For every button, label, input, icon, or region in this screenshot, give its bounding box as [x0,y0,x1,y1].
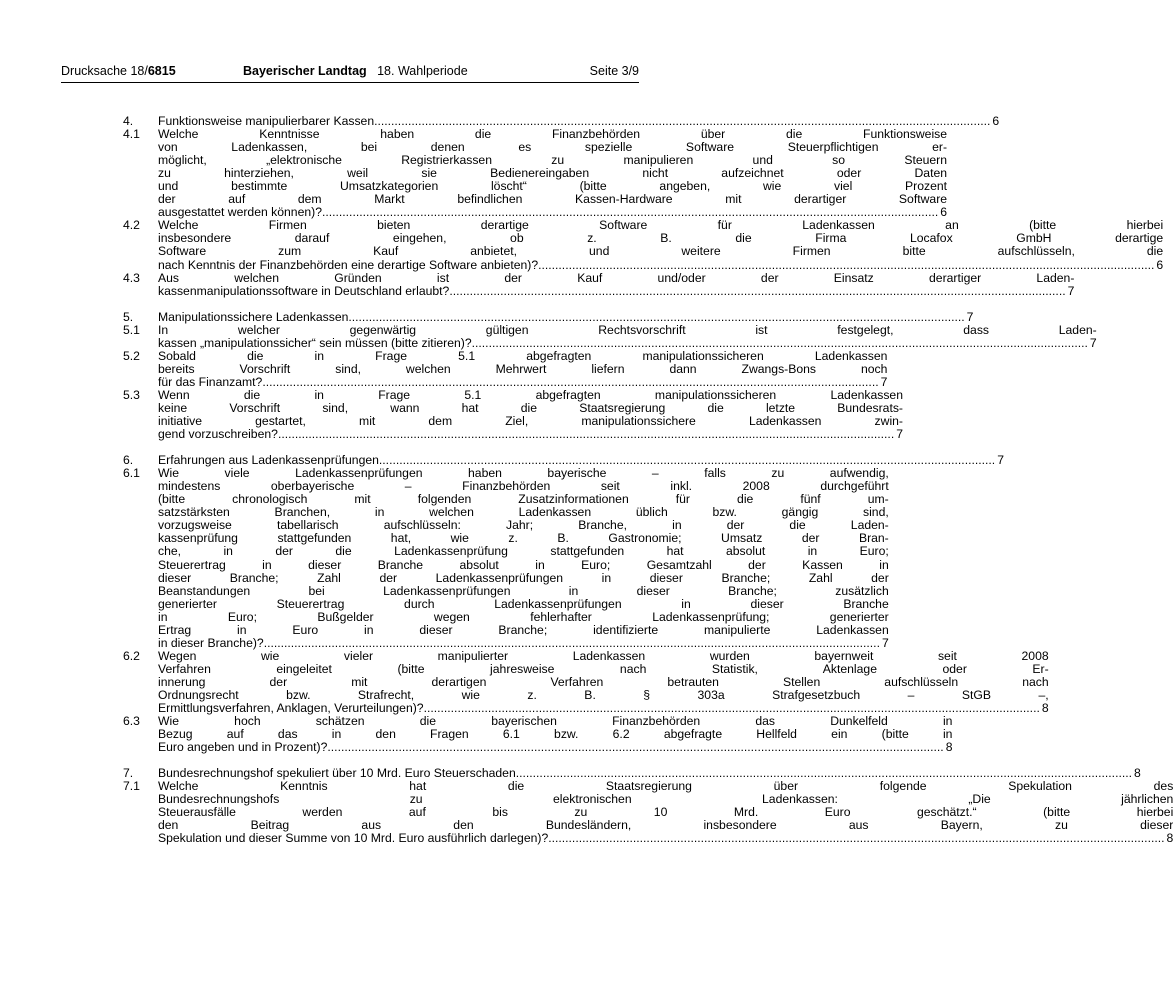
toc-entry-title: kassen „manipulationssicher“ sein müssen (bitte zitieren)? [158,335,472,350]
toc-entry-line: (bitte chronologisch mit folgenden Zusatzinformationen für die fünf um- [158,492,889,507]
toc-entry-title: gend vorzuschreiben? [158,427,278,442]
toc-entry-line: In welcher gegenwärtig gültigen Rechtsvorschrift ist festgelegt, dass Laden- [158,322,1097,337]
toc-entry-number: 6.2 [123,648,140,663]
toc-entry-line: Software zum Kauf anbietet, und weitere Firmen bitte aufschlüsseln, die [158,244,1164,259]
toc-entry-text [158,219,1163,271]
toc-entry-line: Steuerertrag in dieser Branche absolut in Euro; Gesamtzahl der Kassen in [158,557,889,572]
toc-entry-line: Wenn die in Frage 5.1 abgefragten manipulationssicheren Ladenkassen [158,387,903,402]
toc-entry-line: von Ladenkassen, bei denen es spezielle Software Steuerpflichtigen er- [158,140,948,155]
toc-entry-number: 4.2 [123,218,140,233]
toc-entry-number: 5.2 [123,348,140,363]
toc-entry [123,387,903,442]
toc-entry-line: Bundesrechnungshofs zu elektronischen Ladenkassen: „Die jährlichen [158,792,1173,807]
header-rule [61,82,639,83]
toc-entry-number: 7. [123,766,134,781]
toc-entry-final-line [158,637,889,650]
dot-leader [472,337,1088,350]
toc-entry-line: generierter Steuerertrag durch Ladenkassenprüfungen in dieser Branche [158,596,889,611]
toc-entry [123,348,888,389]
toc-entry-number: 5.3 [123,387,140,402]
dot-leader [262,376,878,389]
toc-entry-line: satzstärksten Branchen, in welchen Ladenkassen üblich bzw. gängig sind, [158,505,889,520]
toc-entry-title: nach Kenntnis der Finanzbehörden eine derartige Software anbieten)? [158,257,539,272]
toc-entry-number: 7.1 [123,779,140,794]
toc-entry-line: möglicht, „elektronische Registrierkassen zu manipulieren und so Steuern [158,153,948,168]
toc-entry-final-line [158,337,1097,350]
page-header [61,62,639,80]
dot-leader [278,428,894,441]
toc-page-number: 7 [966,309,974,324]
toc-entry-line: kassenprüfung stattgefunden hat, wie z. B. Gastronomie; Umsatz der Bran- [158,531,889,546]
toc-entry-text [158,128,947,219]
toc-page-number: 7 [1067,283,1075,298]
toc-entry-line: Wie viele Ladenkassenprüfungen haben bayerische – falls zu aufwendig, [158,466,889,481]
toc-entry-line: che, in der die Ladenkassenprüfung stattgefunden hat absolut in Euro; [158,544,889,559]
toc-entry-line: innerung der mit derartigen Verfahren betrauten Stellen aufschlüsseln nach [158,674,1049,689]
toc-entry-line: in Euro; Bußgelder wegen fehlerhafter Ladenkassenprüfung; generierter [158,609,889,624]
toc-page-number: 8 [945,740,953,755]
toc-entry-line: der auf dem Markt befindlichen Kassen-Hardware mit derartiger Software [158,192,948,207]
toc-entry [123,309,974,324]
toc-entry-text [158,389,903,441]
toc-entry [123,127,948,220]
toc-entry-title: Erfahrungen aus Ladenkassenprüfungen [158,453,379,468]
toc-entry-line: Welche Kenntnisse haben die Finanzbehörden über die Funktionsweise [158,127,948,142]
document-number: Drucksache 18/6815 [61,64,176,78]
toc-page-number: 8 [1134,766,1141,781]
toc-entry-final-line [158,376,887,389]
dot-leader [548,832,1164,845]
toc-entry-number: 5.1 [123,322,140,337]
toc-entry-line: Steuerausfälle werden auf bis zu 10 Mrd. Euro geschätzt.“ (bitte hierbei [158,805,1173,820]
toc-entry-title: Bundesrechnungshof spekuliert über 10 Mrd. Euro Steuerschaden [158,766,516,781]
toc-entry-line: keine Vorschrift sind, wann hat die Staatsregierung die letzte Bundesrats- [158,400,903,415]
toc-entry-text [158,311,973,324]
toc-entry-final-line [158,285,1074,298]
toc-entry-title: Ermittlungsverfahren, Anklagen, Verurteilungen)? [158,701,424,716]
toc-entry-line: Bezug auf das in den Fragen 6.1 bzw. 6.2 abgefragte Hellfeld ein (bitte in [158,727,953,742]
toc-entry-final-line [158,311,973,324]
dot-leader [538,259,1154,272]
toc-entry-final-line [158,741,952,754]
toc-entry-line: Aus welchen Gründen ist der Kauf und/oder der Einsatz derartiger Laden- [158,270,1075,285]
toc-entry-title: ausgestattet werden können)? [158,205,322,220]
section-gap [123,298,573,311]
toc-entry [123,714,953,755]
toc-entry-number: 6.1 [123,466,140,481]
toc-page-number: 7 [896,427,903,442]
toc-entry-line: dieser Branche; Zahl der Ladenkassenprüfungen in dieser Branche; Zahl der [158,570,889,585]
toc-entry-text [158,272,1074,298]
toc-entry-text [158,715,952,754]
toc-entry-text [158,780,1173,845]
toc-entry-title: Manipulationssichere Ladenkassen [158,309,349,324]
toc-entry [123,779,1173,846]
toc-entry-final-line [158,259,1163,272]
toc-entry-text [158,324,1097,350]
toc-entry-line: Wegen wie vieler manipulierter Ladenkassen wurden bayernweit seit 2008 [158,648,1049,663]
toc-entry [123,466,889,650]
toc-page-number: 7 [1089,335,1097,350]
table-of-contents [123,114,1173,846]
toc-entry-line: bereits Vorschrift sind, welchen Mehrwert liefern dann Zwangs-Bons noch [158,361,888,376]
toc-entry-line: Welche Firmen bieten derartige Software für Ladenkassen an (bitte hierbei [158,218,1164,233]
toc-entry-line: Ertrag in Euro in dieser Branche; identifizierte manipulierte Ladenkassen [158,622,889,637]
toc-entry-final-line [158,832,1173,845]
toc-entry-line: Ordnungsrecht bzw. Strafrecht, wie z. B. § 303a Strafgesetzbuch – StGB –, [158,687,1049,702]
toc-entry-final-line [158,428,903,441]
toc-page-number: 7 [881,635,889,650]
toc-entry-line: Sobald die in Frage 5.1 abgefragten manipulationssicheren Ladenkassen [158,348,888,363]
toc-page-number: 8 [1041,701,1049,716]
toc-entry-number: 4.1 [123,127,140,142]
toc-entry-number: 4.3 [123,270,140,285]
dot-leader [327,741,943,754]
toc-entry-line: Welche Kenntnis hat die Staatsregierung über folgende Spekulation des [158,779,1173,794]
toc-entry-number: 5. [123,309,134,324]
toc-entry-line: vorzugsweise tabellarisch aufschlüsseln: Jahr; Branche, in der die Laden- [158,518,889,533]
parliament-title: Bayerischer Landtag 18. Wahlperiode [243,64,468,78]
toc-entry-line: und bestimmte Umsatzkategorien löscht“ (bitte angeben, wie viel Prozent [158,179,948,194]
page-number: Seite 3/9 [589,64,639,78]
toc-entry [123,218,1164,272]
toc-entry-line: Wie hoch schätzen die bayerischen Finanzbehörden das Dunkelfeld in [158,714,953,729]
toc-entry-title: in dieser Branche)? [158,635,264,650]
toc-entry-line: initiative gestartet, mit dem Ziel, manipulationssichere Ladenkassen zwin- [158,414,903,429]
toc-entry-line: Verfahren eingeleitet (bitte jahresweise nach Statistik, Aktenlage oder Er- [158,661,1049,676]
toc-entry-number: 4. [123,114,134,128]
toc-entry-title: Euro angeben und in Prozent)? [158,740,328,755]
toc-entry-line: Beanstandungen bei Ladenkassenprüfungen in dieser Branche; zusätzlich [158,583,889,598]
toc-page-number: 8 [1166,831,1173,846]
dot-leader [264,637,880,650]
toc-entry-text [158,650,1049,715]
toc-page-number: 7 [997,453,1004,468]
toc-entry-line: den Beitrag aus den Bundesländern, insbesondere aus Bayern, zu dieser [158,818,1173,833]
toc-entry-line: zu hinterziehen, weil sie Bedienereingaben nicht aufzeichnet oder Daten [158,166,948,181]
toc-page-number: 6 [992,114,1000,128]
toc-entry-title: kassenmanipulationssoftware in Deutschland erlaubt? [158,283,450,298]
toc-entry-title: Spekulation und dieser Summe von 10 Mrd. Euro ausführlich darlegen)? [158,831,549,846]
toc-entry-line: mindestens oberbayerische – Finanzbehörden seit inkl. 2008 durchgeführt [158,479,889,494]
toc-page-number: 7 [880,374,888,389]
toc-entry-text [158,350,887,389]
toc-entry-title: für das Finanzamt? [158,374,263,389]
dot-leader [348,311,964,324]
toc-entry-number: 6.3 [123,714,140,729]
toc-page-number: 6 [1156,257,1164,272]
dot-leader [449,285,1065,298]
toc-entry-title: Funktionsweise manipulierbarer Kassen [158,114,375,128]
toc-entry [123,648,1049,716]
toc-entry [123,322,1097,350]
toc-entry-number: 6. [123,453,134,468]
toc-entry-text [158,467,889,650]
toc-entry-line: insbesondere darauf eingehen, ob z. B. die Firma Locafox GmbH derartige [158,231,1164,246]
toc-entry [123,270,1075,298]
toc-page-number: 6 [940,205,948,220]
